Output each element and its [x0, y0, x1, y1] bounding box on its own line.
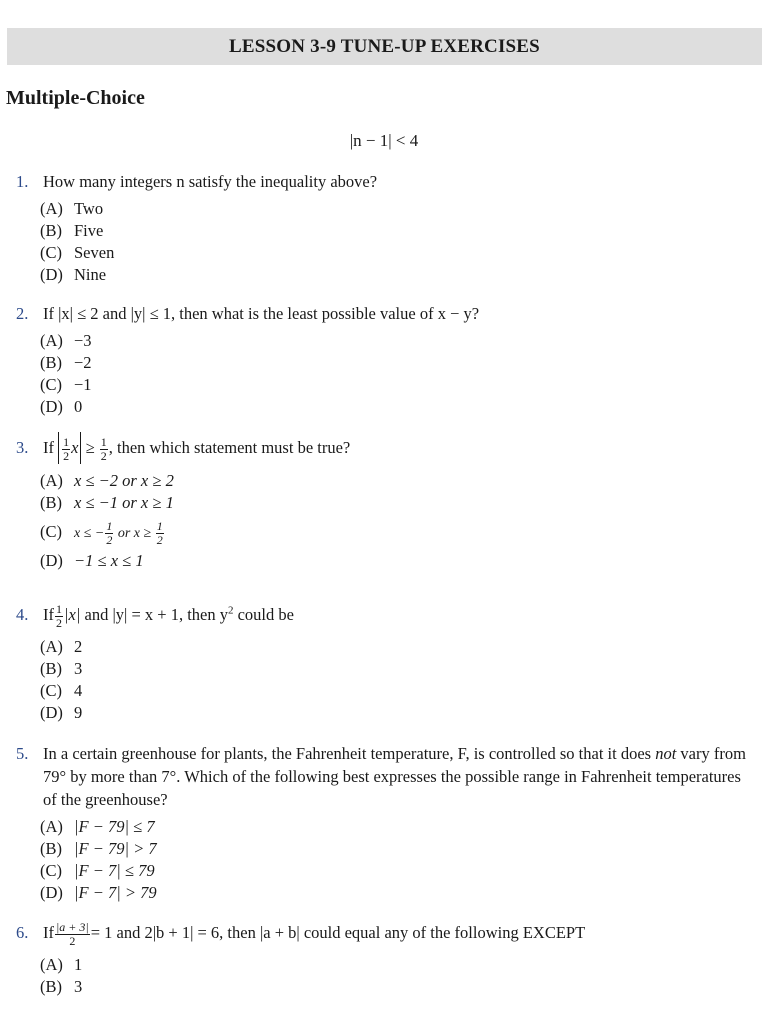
- answer-options: [40, 816, 758, 904]
- question-stem: If $\frac{1}{2}$ |x| and |y| = x + 1, then $y^2$ could be: [43, 601, 294, 630]
- option-b[interactable]: (B) |F − 79| > 7: [40, 839, 157, 858]
- answer-options: [40, 198, 758, 286]
- option-a[interactable]: (A) −3: [40, 331, 92, 350]
- display-inequality: |n − 1| < 4: [349, 131, 419, 150]
- question-number: 1.: [16, 172, 29, 191]
- option-b[interactable]: (B) −2: [40, 353, 92, 372]
- question-3: [16, 432, 758, 572]
- option-b[interactable]: (B) Five: [40, 221, 104, 240]
- question-6: [16, 918, 758, 998]
- option-d[interactable]: (D) Nine: [40, 265, 107, 284]
- option-b[interactable]: (B) x ≤ −1 or x ≥ 1: [40, 493, 174, 512]
- question-number: 3.: [16, 438, 29, 457]
- question-5: [16, 742, 758, 904]
- question-4: [16, 600, 758, 724]
- option-b[interactable]: (B) 3: [40, 977, 83, 996]
- option-d[interactable]: (D) |F − 7| > 79: [40, 883, 157, 902]
- question-number: 2.: [16, 304, 29, 323]
- option-d[interactable]: (D) 9: [40, 703, 83, 722]
- answer-options: [40, 470, 758, 572]
- question-stem: If |x| ≤ 2 and |y| ≤ 1, then what is the least possible value of x − y?: [43, 304, 480, 323]
- lesson-title: LESSON 3-9 TUNE-UP EXERCISES: [229, 36, 540, 57]
- question-1: [16, 170, 758, 286]
- option-b[interactable]: (B) 3: [40, 659, 83, 678]
- option-a[interactable]: (A) x ≤ −2 or x ≥ 2: [40, 471, 174, 490]
- option-c[interactable]: (C) x ≤ − $\frac{1}{2}$ or x ≥ $\frac{1}{2}$: [40, 519, 163, 548]
- question-stem: If $\frac{1}{2}$ x ≥ $\frac{1}{2}$ , then which statement must be true?: [43, 432, 758, 464]
- option-a[interactable]: (A) 2: [40, 637, 83, 656]
- question-number: 5.: [16, 744, 29, 763]
- abs-value-expression: $\frac{1}{2}$ x: [58, 432, 81, 464]
- answer-options: [40, 954, 758, 998]
- question-stem: In a certain greenhouse for plants, the Fahrenheit temperature, F, is controlled so that it does not vary from 79° by more than 7°. Which of the following best expresses the possible range in Fahrenheit temperatures of the greenhouse?: [43, 744, 746, 809]
- option-c[interactable]: (C) |F − 7| ≤ 79: [40, 861, 155, 880]
- question-stem: If $\frac{|a + 3|}{2}$ = 1 and 2|b + 1| = 6, then |a + b| could equal any of the following EXCEPT: [43, 919, 586, 948]
- lesson-title-banner: [7, 28, 762, 65]
- option-a[interactable]: (A) |F − 79| ≤ 7: [40, 817, 155, 836]
- option-c[interactable]: (C) −1: [40, 375, 92, 394]
- option-d[interactable]: (D) 0: [40, 397, 83, 416]
- answer-options: [40, 636, 758, 724]
- option-a[interactable]: (A) 1: [40, 955, 83, 974]
- section-title: Multiple-Choice: [6, 87, 145, 109]
- option-c[interactable]: (C) 4: [40, 681, 83, 700]
- answer-options: [40, 330, 758, 418]
- option-c[interactable]: (C) Seven: [40, 243, 115, 262]
- option-a[interactable]: (A) Two: [40, 199, 104, 218]
- question-stem: How many integers n satisfy the inequality above?: [43, 172, 378, 191]
- option-d[interactable]: (D) −1 ≤ x ≤ 1: [40, 551, 144, 570]
- question-number: 4.: [16, 605, 29, 624]
- question-number: 6.: [16, 923, 29, 942]
- question-2: [16, 302, 758, 418]
